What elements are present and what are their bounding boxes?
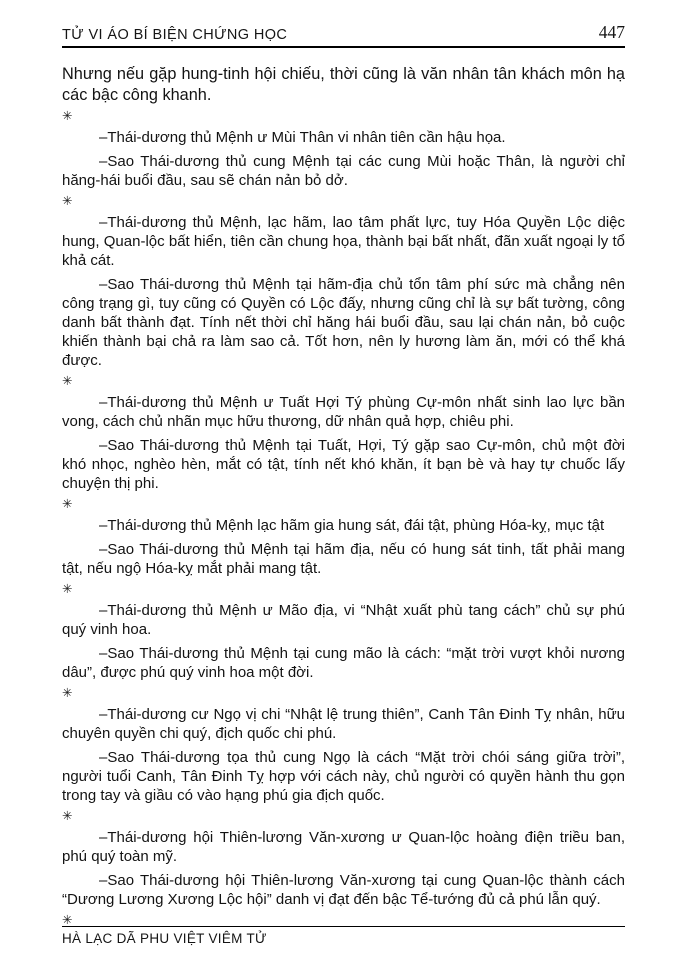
body-paragraph: –Sao Thái-dương thủ cung Mệnh tại các cung Mùi hoặc Thân, là người chỉ hăng-hái buổi đầu, sau sẽ chán nản bỏ dở. — [62, 153, 625, 189]
footer-divider — [62, 926, 625, 927]
section-separator-icon: ✳ — [62, 109, 73, 123]
section-separator-icon: ✳ — [62, 913, 73, 927]
footer-text: HÀ LẠC DÃ PHU VIỆT VIÊM TỬ — [62, 931, 267, 946]
page-header — [62, 22, 625, 48]
body-paragraph: –Sao Thái-dương thủ Mệnh tại cung mão là cách: “mặt trời vượt khỏi nương dâu”, được phú quý vinh hoa một đời. — [62, 645, 625, 681]
body-paragraph: –Thái-dương thủ Mệnh lạc hãm gia hung sát, đái tật, phùng Hóa-kỵ, mục tật — [99, 517, 605, 534]
section-separator-icon: ✳ — [62, 582, 73, 596]
body-paragraph: –Thái-dương thủ Mệnh ư Mão địa, vi “Nhật xuất phù tang cách” chủ sự phú quý vinh hoa. — [62, 602, 625, 638]
running-title: TỬ VI ÁO BÍ BIỆN CHỨNG HỌC — [62, 27, 288, 43]
page-number: 447 — [598, 22, 625, 42]
body-paragraph: –Thái-dương cư Ngọ vị chi “Nhật lệ trung thiên”, Canh Tân Đinh Tỵ nhân, hữu chuyên quyền chi quý, địch quốc chi phú. — [62, 706, 625, 742]
section-separator-icon: ✳ — [62, 374, 73, 388]
body-paragraph: –Thái-dương hội Thiên-lương Văn-xương ư Quan-lộc hoàng điện triều ban, phú quý toàn mỹ. — [62, 829, 625, 865]
section-separator-icon: ✳ — [62, 686, 73, 700]
body-paragraph: –Thái-dương thủ Mệnh ư Tuất Hợi Tý phùng Cự-môn nhất sinh lao lực bần vong, cách chủ nhãn mục hữu thương, dữ nhân quả hợp, chiêu phi. — [62, 394, 625, 430]
page-footer — [62, 926, 625, 948]
section-separator-icon: ✳ — [62, 809, 73, 823]
intro-paragraph: Nhưng nếu gặp hung-tinh hội chiếu, thời cũng là văn nhân tân khách môn hạ các bậc công khanh. — [62, 65, 625, 104]
section-separator-icon: ✳ — [62, 194, 73, 208]
body-paragraph: –Thái-dương thủ Mệnh, lạc hãm, lao tâm phất lực, tuy Hóa Quyền Lộc diệc hung, Quan-lộc bất hiển, tiên cần chung họa, thành bại bất nhất, đãn xuất ngoại ly tổ khả cát. — [62, 214, 625, 269]
body-paragraph: –Sao Thái-dương thủ Mệnh tại hãm-địa chủ tổn tâm phí sức mà chẳng nên công trạng gì, tuy cũng có Quyền có Lộc đấy, nhưng cũng chỉ là sự bất tường, công danh bất thành đạt. Tính nết thời chỉ hăng hái buổi đầu, sau lại chán nản, bỏ cuộc khiến thành bại chả ra làm sao cả. Tốt hơn, nên ly hương làm ăn, mới có thể khá được. — [62, 276, 625, 369]
page-content — [62, 64, 625, 927]
body-paragraph: –Sao Thái-dương hội Thiên-lương Văn-xương tại cung Quan-lộc thành cách “Dương Lương Xương Lộc hội” danh vị đạt đến bậc Tể-tướng đủ cả phú lẫn quý. — [62, 872, 625, 908]
body-paragraph: –Sao Thái-dương tọa thủ cung Ngọ là cách “Mặt trời chói sáng giữa trời”, người tuổi Canh, Tân Đinh Tỵ hợp với cách này, chủ người có quyền hành thu gọn trong tay và giầu có vào hạng phú gia địch quốc. — [62, 749, 625, 804]
body-paragraph: –Sao Thái-dương thủ Mệnh tại Tuất, Hợi, Tý gặp sao Cự-môn, chủ một đời khó nhọc, nghèo hèn, mắt có tật, tính nết khó khăn, ít bạn bè và hay tự chuốc lấy chuyện thị phi. — [62, 437, 625, 492]
section-separator-icon: ✳ — [62, 497, 73, 511]
body-paragraph: –Sao Thái-dương thủ Mệnh tại hãm địa, nếu có hung sát tinh, tất phải mang tật, nếu ngộ Hóa-kỵ mắt phải mang tật. — [62, 541, 625, 577]
body-paragraph: –Thái-dương thủ Mệnh ư Mùi Thân vi nhân tiên cần hậu họa. — [99, 129, 506, 146]
